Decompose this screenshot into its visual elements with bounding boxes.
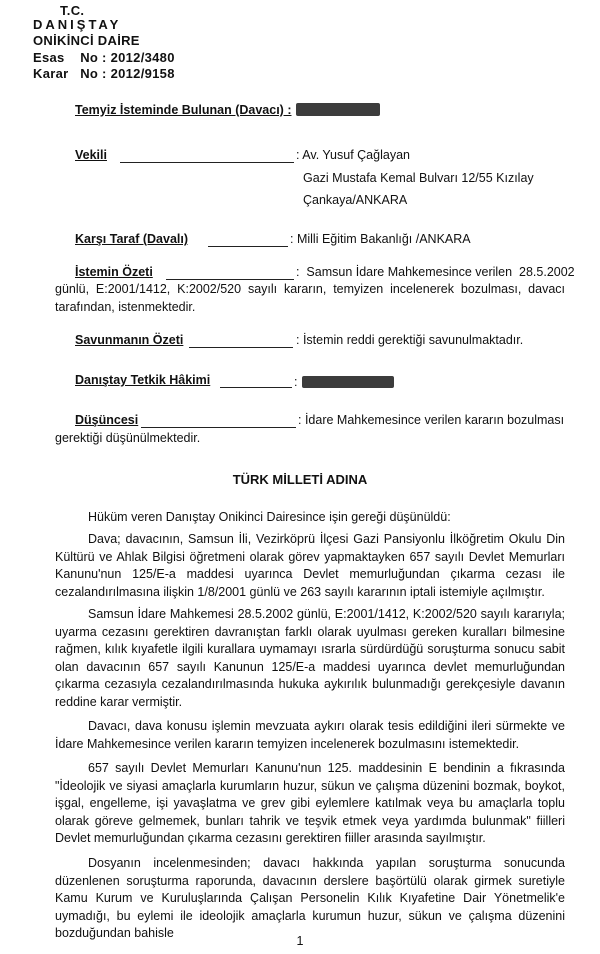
summary-rest: günlü, E:2001/1412, K:2002/520 sayılı kararın, temyizen incelenerek bozulması, davacı tarafından, istenmektedir.: [55, 282, 565, 314]
opinion-first-line: : İdare Mahkemesince verilen kararın bozulması: [298, 413, 565, 427]
respondent-value: : Milli Eğitim Bakanlığı /ANKARA: [290, 232, 471, 246]
paragraph-2: Dava; davacının, Samsun İli, Vezirköprü İlçesi Gazi Pansiyonlu İlköğretim Okulu Din Kültürü ve Ahlak Bilgisi öğretmeni olarak görev yapmaktayken 657 sayılı Devlet Memurları Kanunu'nun 125/E-a maddesi uyarınca Devlet memurluğundan çıkarma cezası ile cezalandırılmasına ilişkin 1/8/2001 günlü ve 263 sayılı kararının iptali istemiyle açılmıştır.: [55, 532, 565, 599]
summary-first-line: : Samsun İdare Mahkemesince verilen 28.5.2002: [296, 265, 575, 279]
decision-title: TÜRK MİLLETİ ADINA: [232, 472, 368, 487]
paragraph-5: 657 sayılı Devlet Memurları Kanunu'nun 125. maddesinin E bendinin a fıkrasında "İdeolojik ve siyasi amaçlarla kurumların huzur, sükun ve çalışma düzenini bozmak, boykot, işgal, engelleme, işi yavaşlatma ve grev gibi eylemlere katılmak veya bu amaçlarla toplu olarak göreve gelmemek, bunları tahrik ve teşvik etmek veya yardımda bulunmak" fiilleri Devlet memurluğundan çıkarma cezasını gerektiren fiiller arasında sayılmıştır.: [55, 761, 565, 845]
opinion-rule: [141, 427, 296, 428]
attorney-name: : Av. Yusuf Çağlayan: [296, 148, 410, 162]
defense-value: : İstemin reddi gerektiği savunulmaktadır.: [296, 333, 524, 347]
header-court: DANIŞTAY: [33, 17, 122, 32]
respondent-label: Karşı Taraf (Davalı): [75, 232, 189, 246]
paragraph-4: Davacı, dava konusu işlemin mevzuata aykırı olarak tesis edildiğini ileri sürmekte ve İdare Mahkemesince verilen kararın temyizen incelenerek bozulmasını istemektedir.: [55, 719, 565, 751]
appellant-label: Temyiz İsteminde Bulunan (Davacı) :: [75, 103, 292, 117]
respondent-rule: [208, 246, 288, 247]
header-karar: Karar No : 2012/9158: [33, 66, 175, 81]
appellant-row: [75, 101, 380, 119]
header-esas: Esas No : 2012/3480: [33, 50, 175, 65]
header-chamber: ONİKİNCİ DAİRE: [33, 33, 140, 48]
redacted-judge-name: [302, 376, 394, 388]
judge-label: Danıştay Tetkik Hâkimi: [75, 373, 211, 387]
defense-label: Savunmanın Özeti: [75, 333, 184, 347]
summary-rule: [166, 279, 294, 280]
page-number: 1: [296, 934, 304, 948]
summary-label: İstemin Özeti: [75, 265, 153, 279]
paragraph-3: Samsun İdare Mahkemesi 28.5.2002 günlü, E:2001/1412, K:2002/520 sayılı kararıyla; uyarma cezasını gerektiren davranıştan farklı olarak uyulması gereken kuralları bilmesine rağmen, kılık kıyafetle ilgili kurallara uymamayı ısrarla sürdürdüğü soruşturma sonucu sabit olan davacının 657 sayılı Kanunun 125/E-a maddesi uyarınca devlet memurluğundan çıkarma cezasıyla cezalandırılmasında hukuka aykırılık bulunmadığı gerekçesiyle davanın reddine karar vermiştir.: [55, 607, 565, 709]
opinion-label: Düşüncesi: [75, 413, 139, 427]
attorney-rule: [120, 162, 294, 163]
header-tc: T.C.: [60, 3, 85, 18]
attorney-address-line2: Çankaya/ANKARA: [303, 193, 408, 207]
paragraph-1: Hüküm veren Danıştay Onikinci Dairesince işin gereği düşünüldü:: [88, 510, 451, 524]
attorney-label: Vekili: [75, 148, 107, 162]
judge-rule: [220, 387, 292, 388]
attorney-address-line1: Gazi Mustafa Kemal Bulvarı 12/55 Kızılay: [303, 171, 534, 185]
judge-value: [294, 373, 394, 391]
redacted-name: [296, 103, 380, 116]
opinion-rest: gerektiği düşünülmektedir.: [55, 431, 201, 445]
judge-colon: :: [294, 375, 298, 389]
defense-rule: [189, 347, 293, 348]
paragraph-6: Dosyanın incelenmesinden; davacı hakkında yapılan soruşturma sonucunda düzenlenen soruşturma raporunda, davacının derslere başörtülü olarak girmek suretiyle Kamu Kurum ve Kuruluşlarında Çalışan Personelin Kılık Kıyafetine Dair Yönetmelik'e uymadığı, bu eylemi ile ideolojik amaçlarla kurumun huzur, sükun ve çalışma düzenini bozduğundan bahisle: [55, 856, 565, 940]
